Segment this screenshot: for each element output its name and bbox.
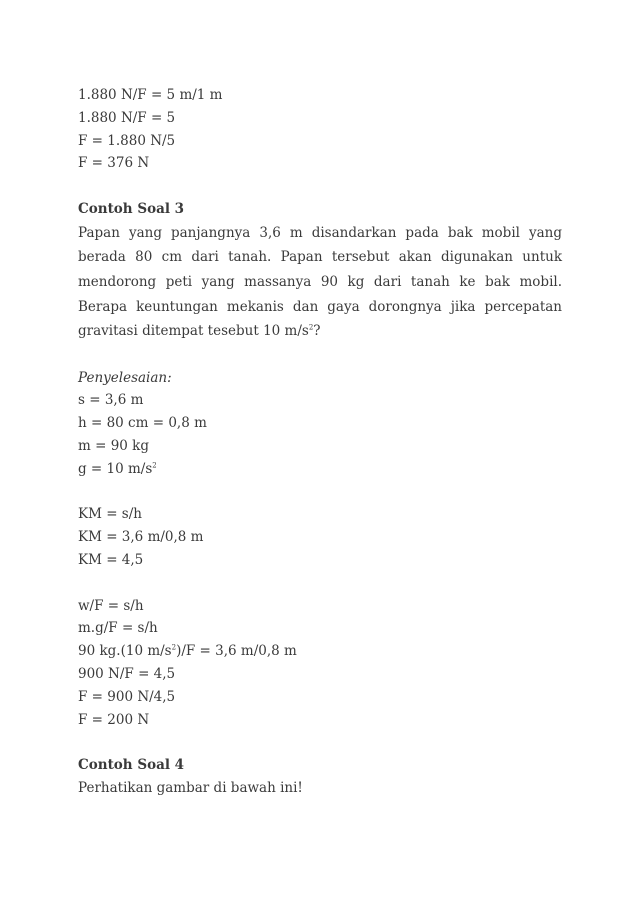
force-line: 900 N/F = 4,5 — [78, 665, 176, 682]
force-text-a: 90 kg.(10 m/s — [78, 643, 172, 660]
calc-line: 1.880 N/F = 5 m/1 m — [78, 87, 223, 103]
contoh-soal-3-question — [78, 221, 562, 344]
question-text: Papan yang panjangnya 3,6 m disandarkan pada bak mobil yang berada 80 cm dari tanah. Papan tersebut akan digunakan untuk mendorong peti yang massanya 90 kg dari tanah ke bak mobil. Berapa keuntungan mekanis dan gaya dorongnya jika percepatan gravitasi ditempat tesebut 10 m/s — [78, 224, 562, 340]
km-line: KM = s/h — [78, 506, 142, 523]
calc-line: F = 376 N — [78, 155, 150, 172]
force-text-b: )/F = 3,6 m/0,8 m — [176, 643, 297, 660]
force-line-mass — [78, 640, 562, 663]
force-line: w/F = s/h — [78, 597, 144, 614]
superscript: 2 — [171, 643, 177, 652]
given-line: m = 90 kg — [78, 437, 149, 454]
km-line: KM = 3,6 m/0,8 m — [78, 529, 204, 546]
document-page — [78, 84, 562, 800]
contoh-soal-4-heading: Contoh Soal 4 — [78, 757, 185, 774]
spacer — [78, 344, 562, 367]
given-line: h = 80 cm = 0,8 m — [78, 415, 207, 432]
spacer — [78, 481, 562, 504]
force-line: m.g/F = s/h — [78, 620, 158, 637]
force-line: F = 200 N — [78, 711, 150, 728]
question-end: ? — [313, 323, 321, 340]
given-line: s = 3,6 m — [78, 392, 144, 409]
calc-line: 1.880 N/F = 5 — [78, 109, 176, 126]
superscript: 2 — [152, 461, 157, 470]
gravity-text: g = 10 m/s — [78, 460, 153, 477]
force-line: F = 900 N/4,5 — [78, 688, 176, 705]
penyelesaian-label: Penyelesaian: — [78, 369, 172, 386]
spacer — [78, 175, 562, 198]
contoh-soal-4-text: Perhatikan gambar di bawah ini! — [78, 779, 303, 796]
given-line-gravity — [78, 458, 562, 481]
superscript: 2 — [308, 323, 314, 332]
km-line: KM = 4,5 — [78, 551, 144, 568]
spacer — [78, 572, 562, 595]
contoh-soal-3-heading: Contoh Soal 3 — [78, 200, 185, 217]
calc-line: F = 1.880 N/5 — [78, 132, 176, 149]
spacer — [78, 731, 562, 754]
